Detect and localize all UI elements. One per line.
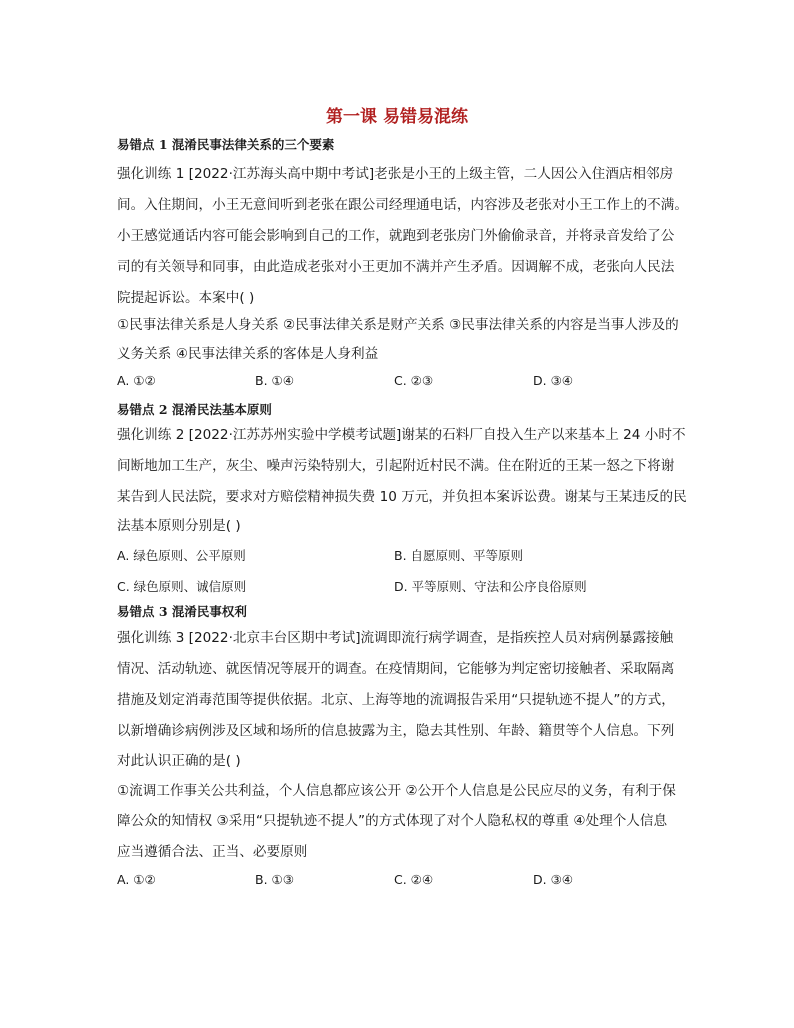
question-line: 某告到人民法院，要求对方赔偿精神损失费 10 万元，并负担本案诉讼费。谢某与王某违反的民 bbox=[117, 489, 687, 505]
question-line: 强化训练 2 [2022·江苏苏州实验中学模考试题]谢某的石料厂自投入生产以来基本上 24 小时不 bbox=[117, 427, 686, 443]
question-line: 小王感觉通话内容可能会影响到自己的工作，就跑到老张房门外偷偷录音，并将录音发给了公 bbox=[117, 228, 675, 244]
question-line: 应当遵循合法、正当、必要原则 bbox=[117, 844, 308, 860]
question-line: 间断地加工生产，灰尘、噪声污染特别大，引起附近村民不满。住在附近的王某一怒之下将谢 bbox=[117, 458, 675, 474]
question-line: 以新增确诊病例涉及区域和场所的信息披露为主，隐去其性别、年龄、籍贯等个人信息。下列 bbox=[117, 723, 675, 739]
answer-option: C. 绿色原则、诚信原则 bbox=[117, 579, 247, 594]
question-line: 情况、活动轨迹、就医情况等展开的调查。在疫情期间，它能够为判定密切接触者、采取隔离 bbox=[117, 661, 675, 677]
question-line: 院提起诉讼。本案中( ) bbox=[117, 290, 255, 306]
answer-option: B. ①③ bbox=[255, 872, 294, 887]
answer-option: D. ③④ bbox=[533, 872, 573, 887]
question-line: 司的有关领导和同事，由此造成老张对小王更加不满并产生矛盾。因调解不成，老张向人民法 bbox=[117, 259, 675, 275]
answer-option: D. 平等原则、守法和公序良俗原则 bbox=[394, 579, 587, 594]
section-heading: 易错点 3 混淆民事权利 bbox=[117, 604, 247, 619]
answer-option: C. ②④ bbox=[394, 872, 434, 887]
question-line: 强化训练 3 [2022·北京丰台区期中考试]流调即流行病学调查，是指疾控人员对病例暴露接触 bbox=[117, 630, 674, 646]
answer-option: D. ③④ bbox=[533, 373, 573, 388]
question-line: 对此认识正确的是( ) bbox=[117, 753, 241, 769]
section-heading: 易错点 2 混淆民法基本原则 bbox=[117, 402, 272, 417]
answer-option: B. 自愿原则、平等原则 bbox=[394, 548, 524, 563]
answer-option: A. 绿色原则、公平原则 bbox=[117, 548, 246, 563]
page-title: 第一课 易错易混练 bbox=[326, 107, 468, 127]
question-line: 障公众的知情权 ③采用“只提轨迹不提人”的方式体现了对个人隐私权的尊重 ④处理个人信息 bbox=[117, 813, 668, 829]
question-line: 强化训练 1 [2022·江苏海头高中期中考试]老张是小王的上级主管，二人因公入住酒店相邻房 bbox=[117, 166, 674, 182]
question-line: 措施及划定消毒范围等提供依据。北京、上海等地的流调报告采用“只提轨迹不提人”的方式， bbox=[117, 692, 675, 708]
answer-option: C. ②③ bbox=[394, 373, 434, 388]
question-line: ①流调工作事关公共利益，个人信息都应该公开 ②公开个人信息是公民应尽的义务，有利于保 bbox=[117, 783, 676, 799]
answer-option: A. ①② bbox=[117, 872, 156, 887]
question-line: 义务关系 ④民事法律关系的客体是人身利益 bbox=[117, 346, 379, 362]
question-line: 法基本原则分别是( ) bbox=[117, 518, 241, 534]
question-line: 间。入住期间，小王无意间听到老张在跟公司经理通电话，内容涉及老张对小王工作上的不满。 bbox=[117, 197, 688, 213]
section-heading: 易错点 1 混淆民事法律关系的三个要素 bbox=[117, 137, 335, 152]
question-line: ①民事法律关系是人身关系 ②民事法律关系是财产关系 ③民事法律关系的内容是当事人涉及的 bbox=[117, 317, 679, 333]
answer-option: B. ①④ bbox=[255, 373, 294, 388]
answer-option: A. ①② bbox=[117, 373, 156, 388]
